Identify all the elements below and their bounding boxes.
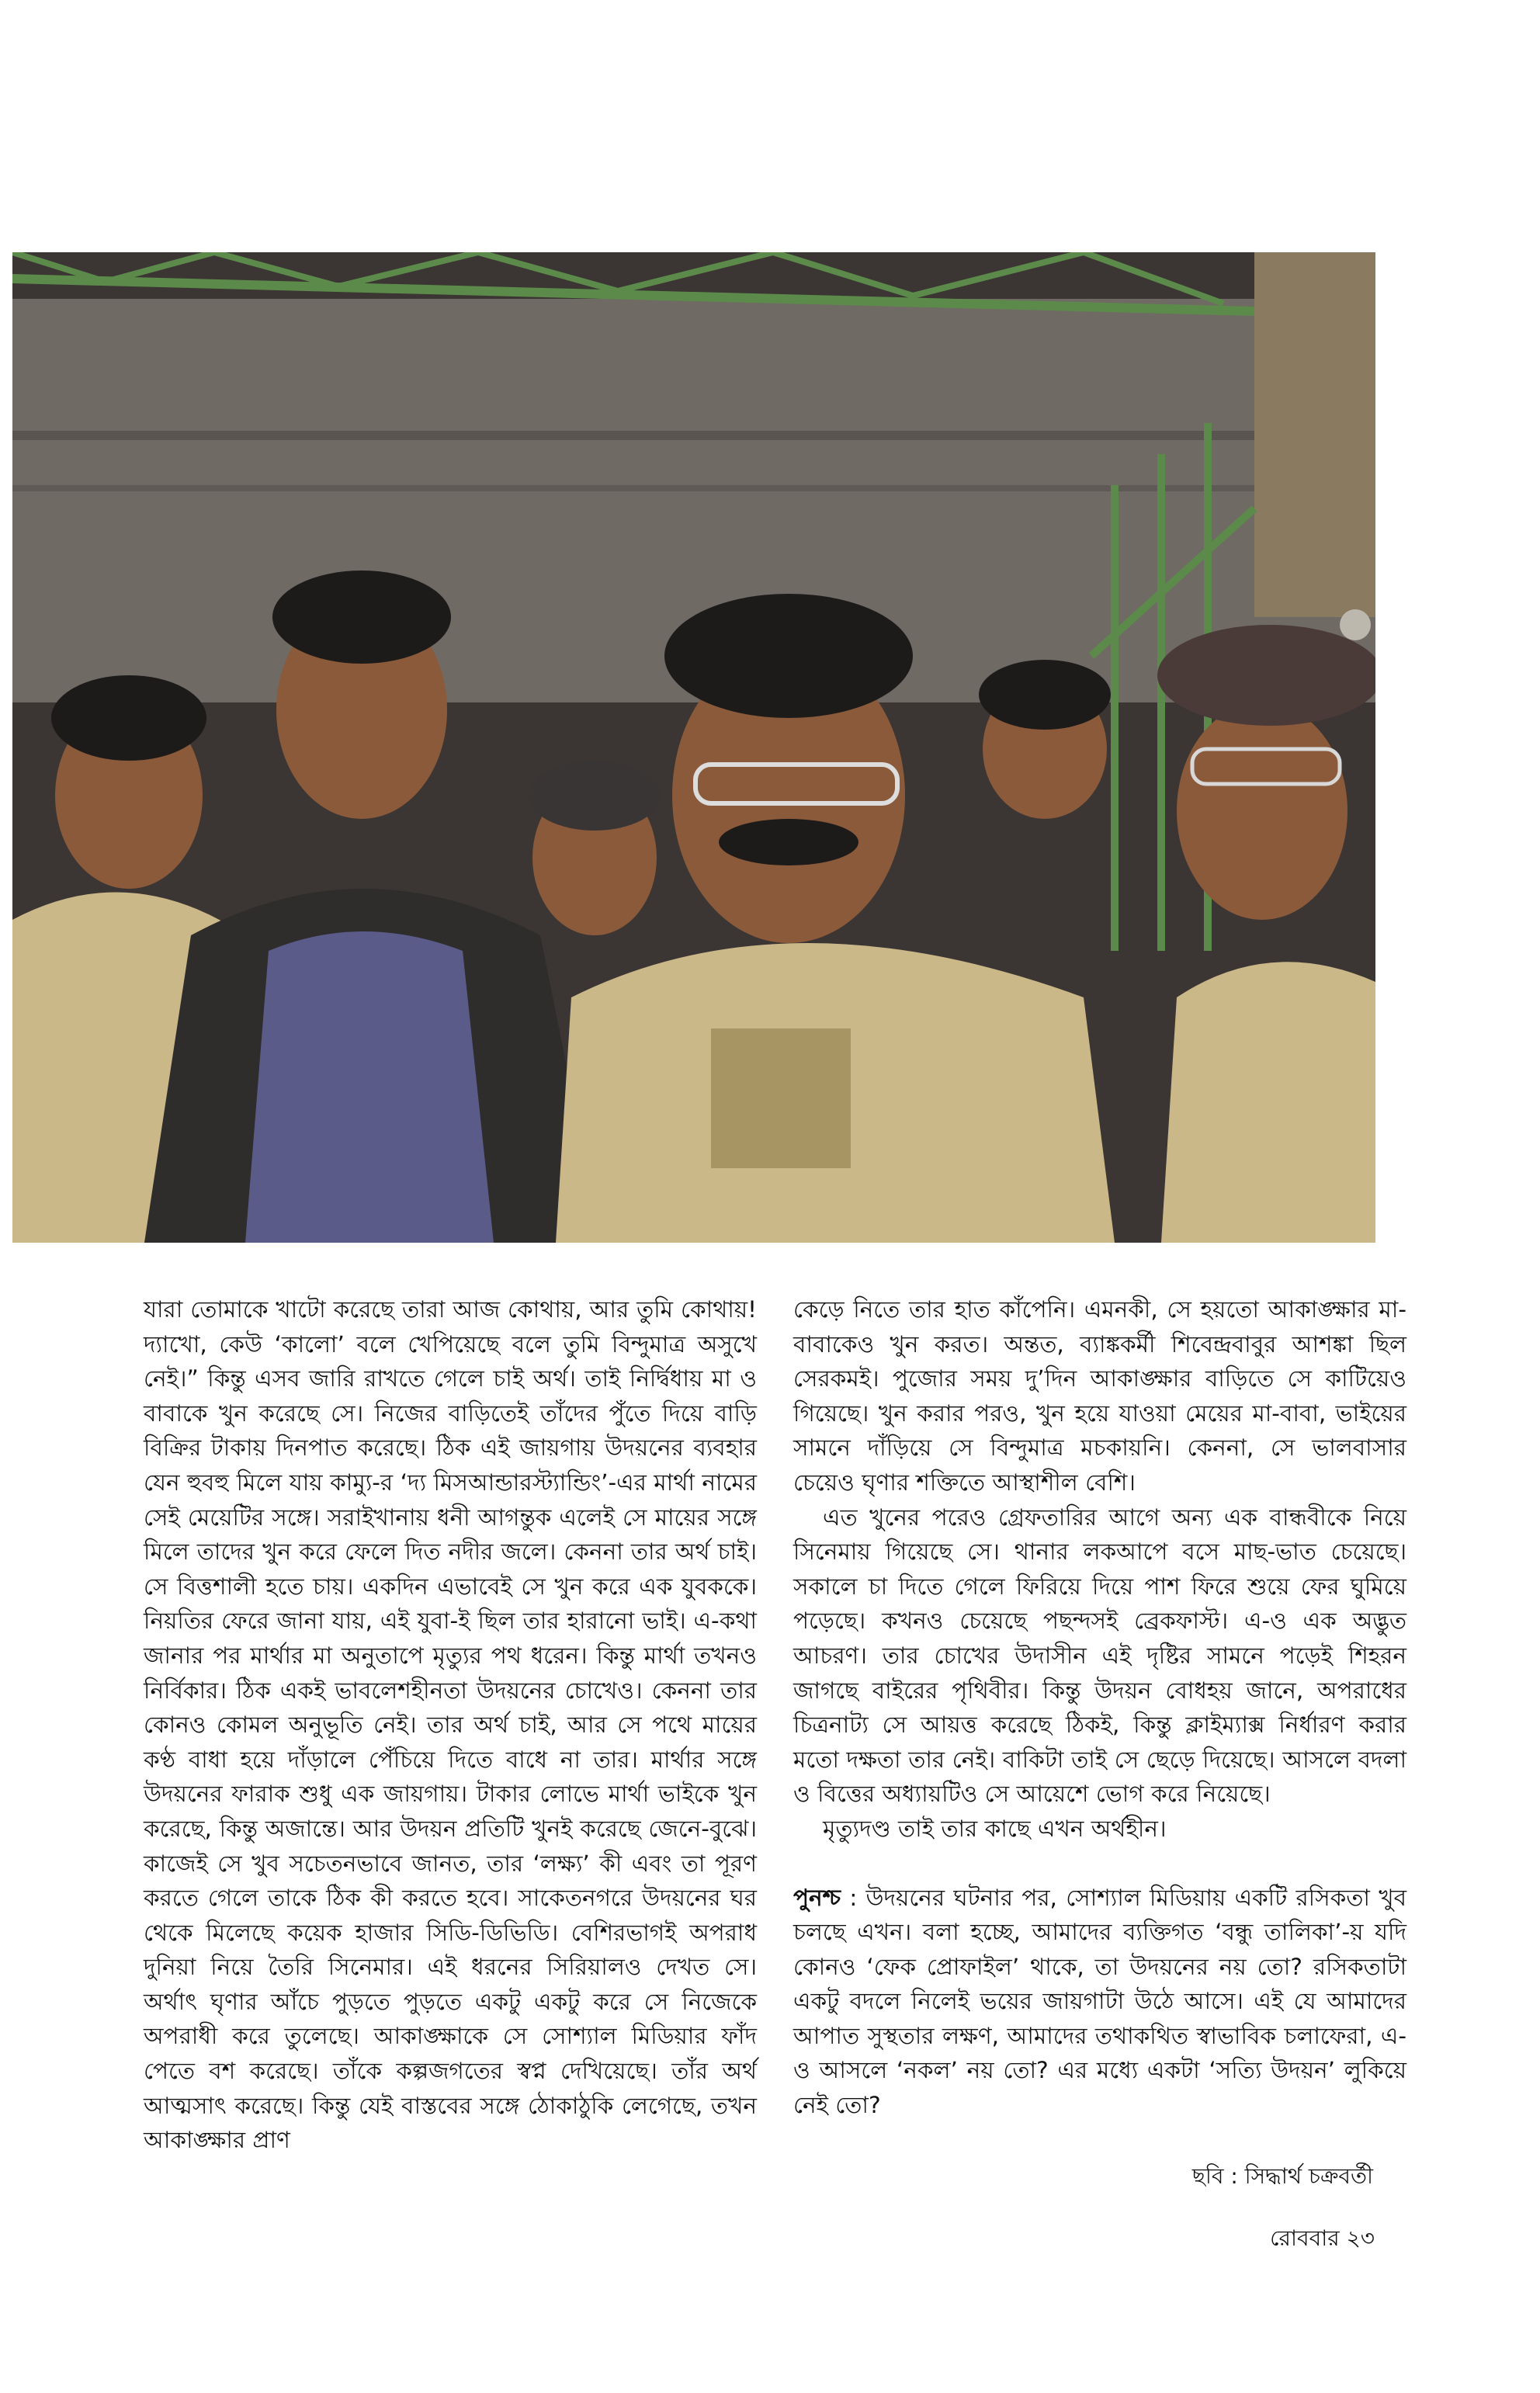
right-paragraph-1: কেড়ে নিতে তার হাত কাঁপেনি। এমনকী, সে হয়তো আকাঙ্ক্ষার মা-বাবাকেও খুন করত। অন্তত, ব্যাঙ্ককর্মী শিবেন্দ্রবাবুর আশঙ্কা ছিল সেরকমই। পুজোর সময় দু’দিন আকাঙ্ক্ষার বাড়িতে সে কাটিয়েও গিয়েছে। খুন করার পরও, খুন হয়ে যাওয়া মেয়ের মা-বাবা, ভাইয়ের সামনে দাঁড়িয়ে সে বিন্দুমাত্র মচকায়নি। কেননা, সে ভালবাসার চেয়েও ঘৃণার শক্তিতে আস্থাশীল বেশি। xyxy=(793,1296,1406,1496)
page-folio: রোববার ২৩ xyxy=(1270,2225,1375,2251)
photo-illustration xyxy=(12,252,1375,1243)
article-column-right xyxy=(793,1292,1406,2123)
right-paragraph-3: মৃত্যুদণ্ড তাই তার কাছে এখন অর্থহীন। xyxy=(823,1815,1167,1842)
paragraph-gap xyxy=(793,1847,1406,1881)
press-photo xyxy=(12,252,1375,1243)
left-paragraph-1: যারা তোমাকে খাটো করেছে তারা আজ কোথায়, আর তুমি কোথায়! দ্যাখো, কেউ ‘কালো’ বলে খেপিয়েছে বলে তুমি বিন্দুমাত্র অসুখে নেই।” কিন্তু এসব জারি রাখতে গেলে চাই অর্থ। তাই নির্দ্বিধায় মা ও বাবাকে খুন করেছে সে। নিজের বাড়িতেই তাঁদের পুঁতে দিয়ে বাড়ি বিক্রির টাকায় দিনপাত করেছে। ঠিক এই জায়গায় উদয়নের ব্যবহার যেন হুবহু মিলে যায় কাম্যু-র ‘দ্য মিসআন্ডারস্ট্যান্ডিং’-এর মার্থা নামের সেই মেয়েটির সঙ্গে। সরাইখানায় ধনী আগন্তুক এলেই সে মায়ের সঙ্গে মিলে তাদের খুন করে ফেলে দিত নদীর জলে। কেননা তার অর্থ চাই। সে বিত্তশালী হতে চায়। একদিন এভাবেই সে খুন করে এক যুবককে। নিয়তির ফেরে জানা যায়, এই যুবা-ই ছিল তার হারানো ভাই। এ-কথা জানার পর মার্থার মা অনুতাপে মৃত্যুর পথ ধরেন। কিন্তু মার্থা তখনও নির্বিকার। ঠিক একই ভাবলেশহীনতা উদয়নের চোখেও। কেননা তার কোনও কোমল অনুভূতি নেই। তার অর্থ চাই, আর সে পথে মায়ের কণ্ঠ বাধা হয়ে দাঁড়ালে পেঁচিয়ে দিতে বাধে না তার। মার্থার সঙ্গে উদয়নের ফারাক শুধু এক জায়গায়। টাকার লোভে মার্থা ভাইকে খুন করেছে, কিন্তু অজান্তে। আর উদয়ন প্রতিটি খুনই করেছে জেনে-বুঝে। কাজেই সে খুব সচেতনভাবে জানত, তার ‘লক্ষ্য’ কী এবং তা পূরণ করতে গেলে তাকে ঠিক কী করতে হবে। সাকেতনগরে উদয়নের ঘর থেকে মিলেছে কয়েক হাজার সিডি-ডিভিডি। বেশিরভাগই অপরাধ দুনিয়া নিয়ে তৈরি সিনেমার। এই ধরনের সিরিয়ালও দেখত সে। অর্থাৎ ঘৃণার আঁচে পুড়তে পুড়তে একটু একটু করে সে নিজেকে অপরাধী করে তুলেছে। আকাঙ্ক্ষাকে সে সোশ্যাল মিডিয়ার ফাঁদ পেতে বশ করেছে। তাঁকে কল্পজগতের স্বপ্ন দেখিয়েছে। তাঁর অর্থ আত্মসাৎ করেছে। কিন্তু যেই বাস্তবের সঙ্গে ঠোকাঠুকি লেগেছে, তখন আকাঙ্ক্ষার প্রাণ xyxy=(144,1296,757,2154)
postscript-paragraph xyxy=(793,1881,1406,2123)
postscript-label: পুনশ্চ xyxy=(793,1884,841,1911)
photo-credit: ছবি : সিদ্ধার্থ চক্রবর্তী xyxy=(1191,2163,1373,2189)
postscript-text: : উদয়নের ঘটনার পর, সোশ্যাল মিডিয়ায় একটি রসিকতা খুব চলছে এখন। বলা হচ্ছে, আমাদের ব্যক্তিগত ‘বন্ধু তালিকা’-য় যদি কোনও ‘ফেক প্রোফাইল’ থাকে, তা উদয়নের নয় তো? রসিকতাটা একটু বদলে নিলেই ভয়ের জায়গাটা উঠে আসে। এই যে আমাদের আপাত সুস্থতার লক্ষণ, আমাদের তথাকথিত স্বাভাবিক চলাফেরা, এ-ও আসলে ‘নকল’ নয় তো? এর মধ্যে একটা ‘সত্যি উদয়ন’ লুকিয়ে নেই তো? xyxy=(793,1884,1406,2119)
right-paragraph-2: এত খুনের পরেও গ্রেফতারির আগে অন্য এক বান্ধবীকে নিয়ে সিনেমায় গিয়েছে সে। থানার লকআপে বসে মাছ-ভাত চেয়েছে। সকালে চা দিতে গেলে ফিরিয়ে দিয়ে পাশ ফিরে শুয়ে ফের ঘুমিয়ে পড়েছে। কখনও চেয়েছে পছন্দসই ব্রেকফাস্ট। এ-ও এক অদ্ভুত আচরণ। তার চোখের উদাসীন এই দৃষ্টির সামনে পড়েই শিহরন জাগছে বাইরের পৃথিবীর। কিন্তু উদয়ন বোধহয় জানে, অপরাধের চিত্রনাট্য সে আয়ত্ত করেছে ঠিকই, কিন্তু ক্লাইম্যাক্স নির্ধারণ করার মতো দক্ষতা তার নেই। বাকিটা তাই সে ছেড়ে দিয়েছে। আসলে বদলা ও বিত্তের অধ্যায়টিও সে আয়েশে ভোগ করে নিয়েছে। xyxy=(793,1503,1406,1808)
article-column-left xyxy=(144,1292,757,2158)
